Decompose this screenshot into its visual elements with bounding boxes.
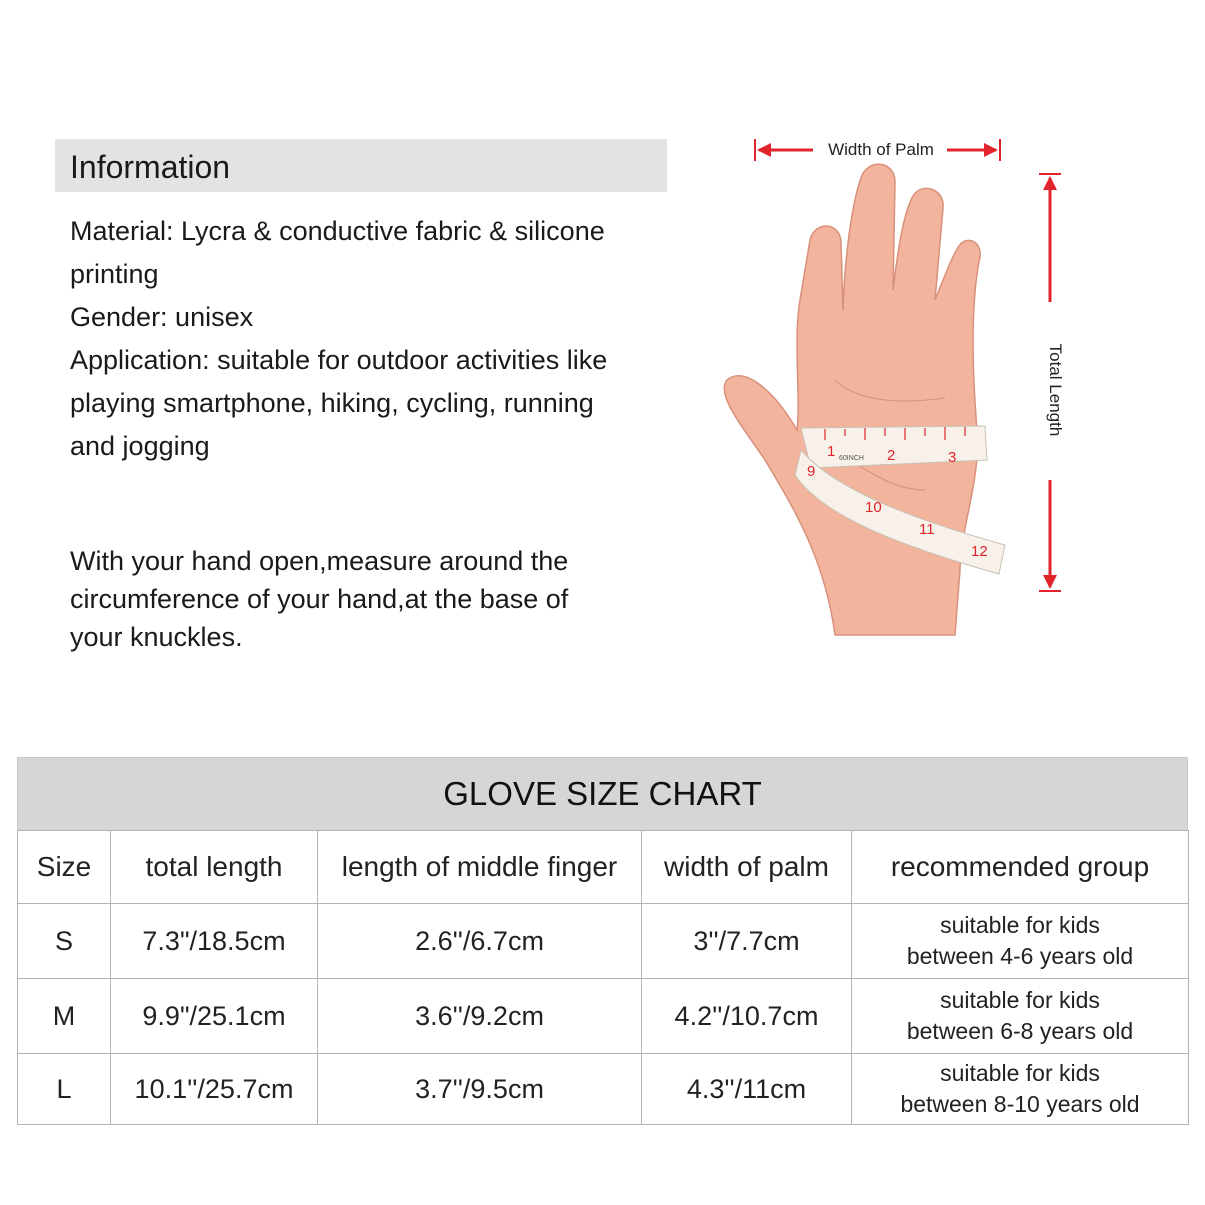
size-cell: M	[18, 979, 111, 1054]
tape-number-9: 9	[807, 463, 816, 480]
middle-finger-cell: 3.7''/9.5cm	[318, 1054, 642, 1125]
tape-number-12: 12	[971, 543, 988, 560]
tape-unit: 60INCH	[839, 455, 864, 462]
recommended-group-cell	[852, 979, 1189, 1054]
material-line-cont: printing	[70, 259, 159, 289]
size-table	[17, 830, 1189, 1125]
group-line-1: suitable for kids	[940, 987, 1100, 1013]
hand-shape	[724, 164, 980, 635]
information-header	[55, 139, 667, 192]
length-arrow	[1039, 174, 1065, 591]
measure-instructions	[70, 542, 670, 656]
group-line-2: between 4-6 years old	[906, 943, 1134, 969]
recommended-group-cell	[852, 904, 1189, 979]
total-length-cell: 9.9"/25.1cm	[111, 979, 318, 1054]
measure-line-2: circumference of your hand,at the base of	[70, 584, 569, 614]
application-line-cont-2: and jogging	[70, 431, 210, 461]
total-length-cell: 7.3"/18.5cm	[111, 904, 318, 979]
tape-number-10: 10	[865, 499, 882, 516]
recommended-group-cell	[852, 1054, 1189, 1125]
header-size: Size	[18, 831, 111, 904]
width-of-palm-label: Width of Palm	[828, 140, 934, 159]
product-info	[70, 210, 680, 468]
measure-line-1: With your hand open,measure around the	[70, 546, 569, 576]
palm-width-cell: 4.2''/10.7cm	[642, 979, 852, 1054]
application-line: Application: suitable for outdoor activities like	[70, 345, 608, 375]
table-header-row	[18, 831, 1189, 904]
information-heading: Information	[70, 149, 231, 185]
middle-finger-cell: 2.6''/6.7cm	[318, 904, 642, 979]
palm-width-cell: 3''/7.7cm	[642, 904, 852, 979]
size-cell: L	[18, 1054, 111, 1125]
group-line-2: between 6-8 years old	[906, 1018, 1134, 1044]
group-line-1: suitable for kids	[940, 912, 1100, 938]
middle-finger-cell: 3.6''/9.2cm	[318, 979, 642, 1054]
total-length-cell: 10.1''/25.7cm	[111, 1054, 318, 1125]
total-length-label: Total Length	[1046, 343, 1065, 437]
measure-line-3: your knuckles.	[70, 622, 243, 652]
application-line-cont-1: playing smartphone, hiking, cycling, running	[70, 388, 594, 418]
group-line-2: between 8-10 years old	[900, 1091, 1140, 1117]
gender-line: Gender: unisex	[70, 302, 254, 332]
chart-title: GLOVE SIZE CHART	[17, 757, 1188, 830]
header-middle-finger: length of middle finger	[318, 831, 642, 904]
header-recommended-group: recommended group	[852, 831, 1189, 904]
palm-width-cell: 4.3''/11cm	[642, 1054, 852, 1125]
glove-size-chart	[17, 757, 1188, 1125]
table-row	[18, 979, 1189, 1054]
tape-number-1: 1	[827, 443, 836, 460]
tape-number-3: 3	[948, 449, 957, 466]
header-palm-width: width of palm	[642, 831, 852, 904]
hand-diagram	[715, 130, 1095, 640]
header-total-length: total length	[111, 831, 318, 904]
material-line: Material: Lycra & conductive fabric & silicone	[70, 216, 605, 246]
tape-number-2: 2	[887, 447, 896, 464]
table-row	[18, 1054, 1189, 1125]
hand-measurement-illustration	[715, 130, 1095, 640]
table-row	[18, 904, 1189, 979]
width-arrow	[755, 139, 1000, 161]
size-cell: S	[18, 904, 111, 979]
tape-number-11: 11	[919, 521, 935, 538]
group-line-1: suitable for kids	[940, 1060, 1100, 1086]
